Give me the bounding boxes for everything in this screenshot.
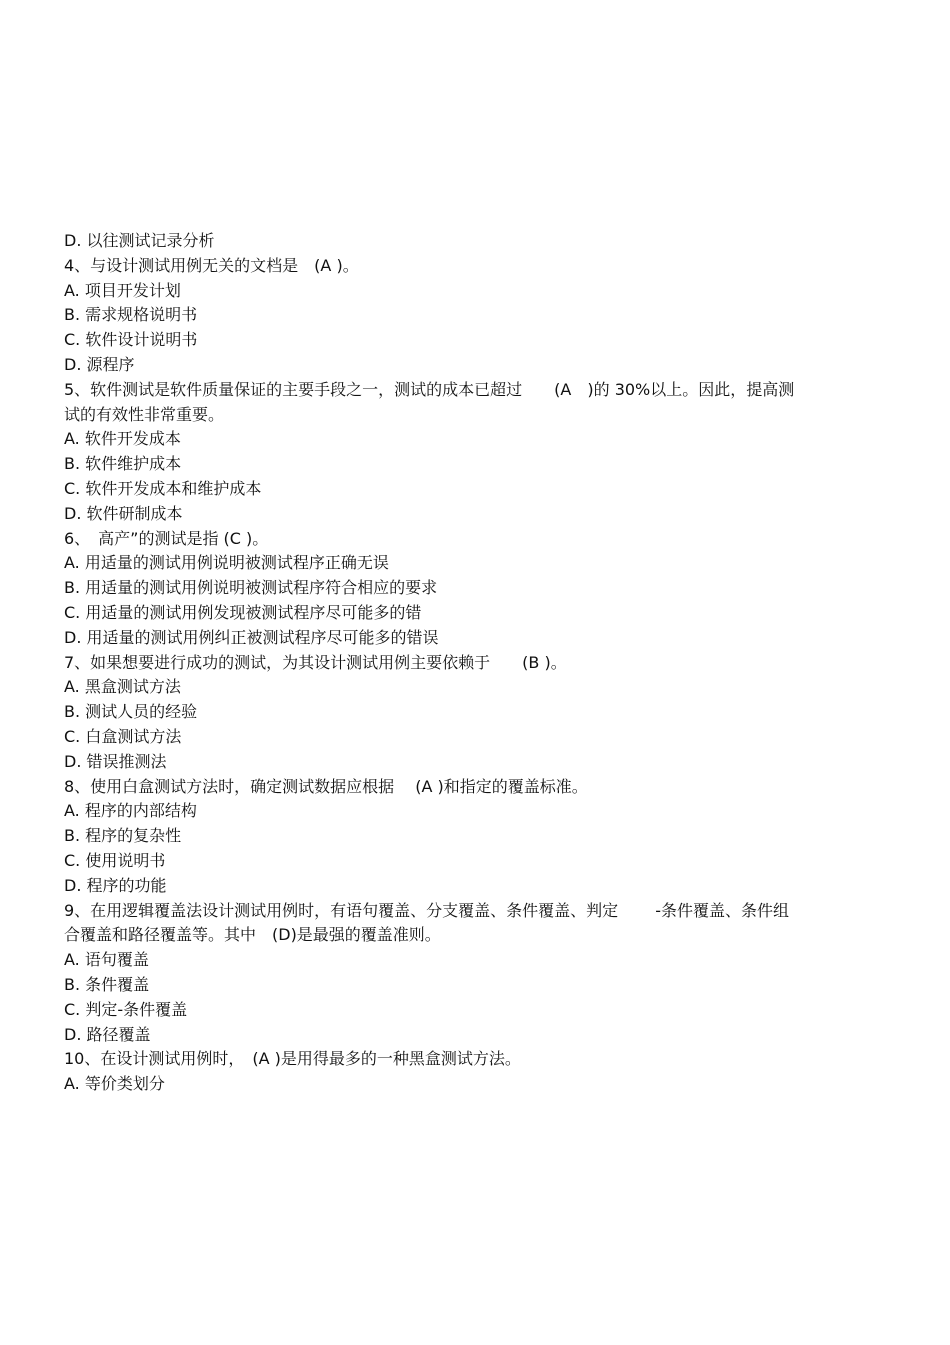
question-7: 7、如果想要进行成功的测试，为其设计测试用例主要依赖于 (B )。	[64, 652, 567, 672]
option-line: D. 以往测试记录分析	[64, 231, 215, 250]
option-line: C. 判定-条件覆盖	[64, 999, 188, 1019]
option-line: A. 黑盒测试方法	[64, 677, 181, 697]
question-6: 6、 高产”的测试是指 (C )。	[64, 528, 269, 548]
option-line: D. 源程序	[64, 354, 135, 374]
option-line: B. 用适量的测试用例说明被测试程序符合相应的要求	[64, 578, 438, 598]
option-line: C. 软件开发成本和维护成本	[64, 478, 262, 498]
option-line: C. 白盒测试方法	[64, 726, 182, 746]
option-line: D. 程序的功能	[64, 875, 167, 895]
option-line: A. 程序的内部结构	[64, 801, 197, 821]
question-10: 10、在设计测试用例时， (A )是用得最多的一种黑盒测试方法。	[64, 1049, 521, 1069]
question-4: 4、与设计测试用例无关的文档是 (A )。	[64, 255, 359, 275]
option-line: B. 需求规格说明书	[64, 305, 198, 325]
option-line: B. 条件覆盖	[64, 974, 150, 994]
option-line: C. 软件设计说明书	[64, 330, 198, 350]
option-line: C. 用适量的测试用例发现被测试程序尽可能多的错	[64, 602, 422, 622]
option-line: A. 软件开发成本	[64, 429, 181, 449]
option-line: A. 等价类划分	[64, 1074, 165, 1094]
option-line: A. 项目开发计划	[64, 280, 181, 300]
option-line: A. 语句覆盖	[64, 950, 149, 970]
option-line: D. 错误推测法	[64, 751, 167, 771]
question-list	[64, 229, 879, 1097]
question-9: 9、在用逻辑覆盖法设计测试用例时，有语句覆盖、分支覆盖、条件覆盖、判定 -条件覆盖、条件组	[64, 900, 790, 920]
option-line: C. 使用说明书	[64, 850, 166, 870]
option-line: D. 路径覆盖	[64, 1024, 151, 1044]
question-9-continued: 合覆盖和路径覆盖等。其中 (D)是最强的覆盖准则。	[64, 925, 441, 945]
question-5: 5、软件测试是软件质量保证的主要手段之一，测试的成本已超过 (A )的 30%以上。因此，提高测	[64, 379, 795, 399]
option-line: D. 软件研制成本	[64, 503, 183, 523]
option-line: B. 软件维护成本	[64, 454, 182, 474]
option-line: A. 用适量的测试用例说明被测试程序正确无误	[64, 553, 389, 573]
option-line: B. 程序的复杂性	[64, 826, 182, 846]
question-5-continued: 试的有效性非常重要。	[64, 404, 225, 424]
option-line: B. 测试人员的经验	[64, 702, 198, 722]
option-line: D. 用适量的测试用例纠正被测试程序尽可能多的错误	[64, 627, 439, 647]
question-8: 8、使用白盒测试方法时，确定测试数据应根据 (A )和指定的覆盖标准。	[64, 776, 588, 796]
